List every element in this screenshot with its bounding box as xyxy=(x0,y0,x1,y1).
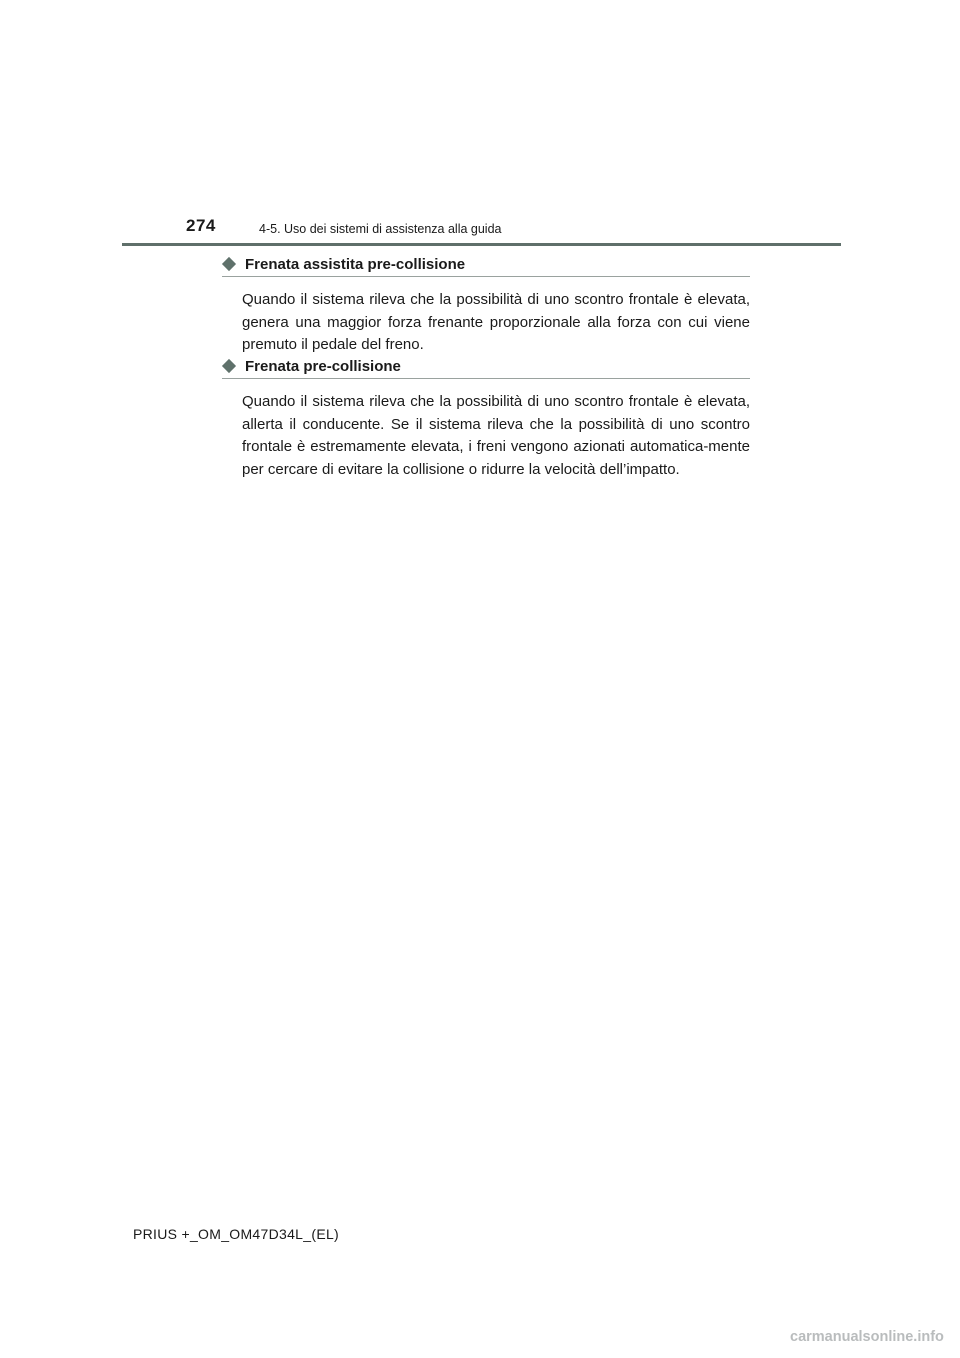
section-heading xyxy=(222,253,750,277)
section-pre-collision-braking xyxy=(222,355,750,481)
section-heading-text: Frenata pre-collisione xyxy=(245,357,401,375)
page-number: 274 xyxy=(186,216,216,235)
section-heading xyxy=(222,355,750,379)
section-heading-text: Frenata assistita pre-collisione xyxy=(245,255,466,273)
section-body: Quando il sistema rileva che la possibilità di uno scontro frontale è elevata, allerta il conducente. Se il sistema rileva che la possibilità di uno scontro frontale è estremamente elevata, i freni vengono azionati automatica-mente per cercare di evitare la collisione o ridurre la velocità dell’impatto. xyxy=(242,393,750,478)
header-divider xyxy=(122,243,841,246)
diamond-bullet-icon xyxy=(222,359,236,373)
document-code: PRIUS +_OM_OM47D34L_(EL) xyxy=(133,1226,340,1242)
chapter-title: 4-5. Uso dei sistemi di assistenza alla guida xyxy=(259,222,502,236)
diamond-bullet-icon xyxy=(222,257,236,271)
section-pre-collision-brake-assist xyxy=(222,253,750,357)
section-body: Quando il sistema rileva che la possibilità di uno scontro frontale è elevata, genera una maggior forza frenante proporzionale alla forza con cui viene premuto il pedale del freno. xyxy=(242,291,750,353)
watermark: carmanualsonline.info xyxy=(790,1329,944,1345)
